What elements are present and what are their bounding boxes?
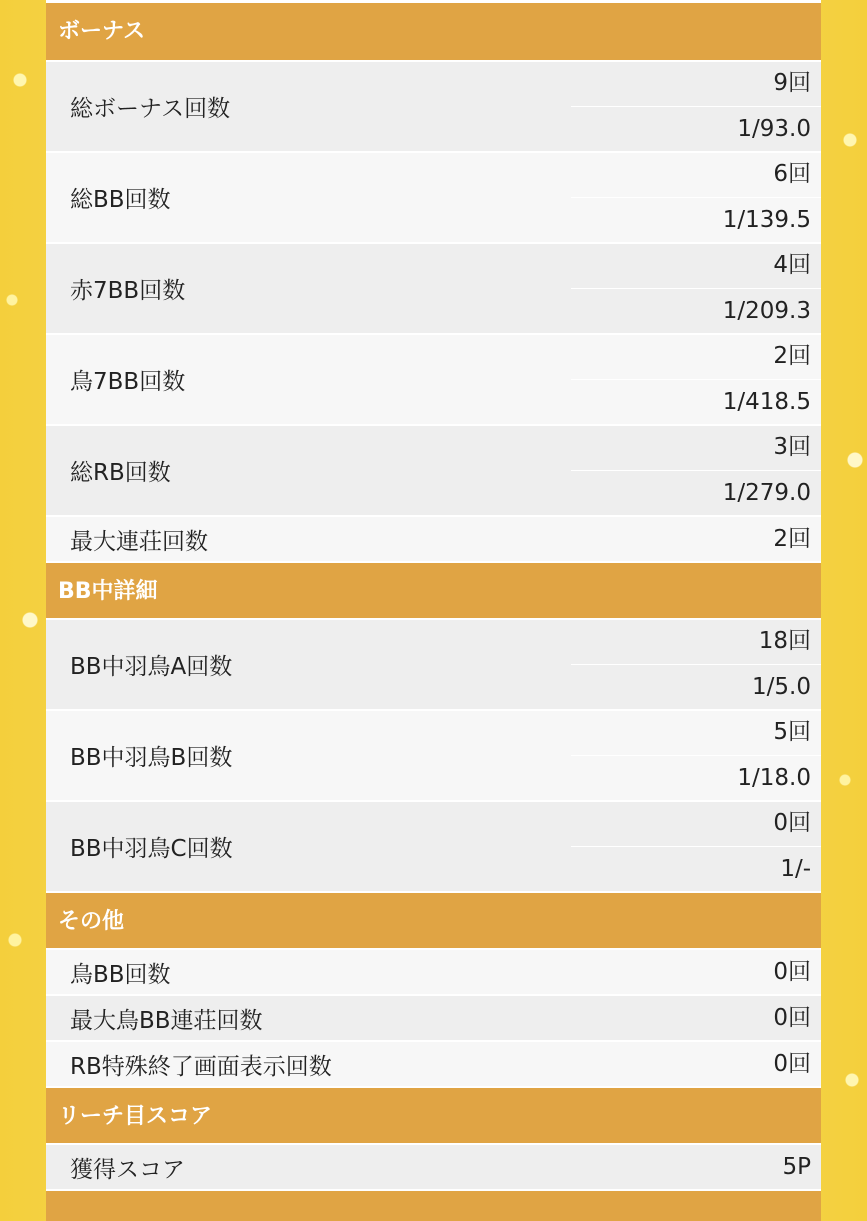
count-value: 2回 [773,525,811,552]
count-value: 5P [782,1153,811,1180]
row-red7-bb [46,242,821,333]
count-value: 0回 [773,1050,811,1077]
row-label: 総RB回数 [70,460,171,486]
count-value: 5回 [571,710,821,756]
row-label: 赤7BB回数 [70,278,186,304]
count-value: 0回 [773,958,811,985]
count-value: 6回 [571,152,821,198]
row-total-bonus [46,60,821,151]
row-max-bird-bb-streak [46,994,821,1040]
row-label: BB中羽鳥C回数 [70,836,233,862]
rate-value: 1/209.3 [722,298,811,324]
next-section-header [46,1189,821,1221]
row-bb-hatori-b [46,709,821,800]
rate-value: 1/93.0 [737,116,811,142]
row-label: RB特殊終了画面表示回数 [70,1053,332,1080]
row-max-streak [46,515,821,561]
row-label: 鳥7BB回数 [70,369,186,395]
row-label: 総ボーナス回数 [70,96,231,122]
count-value: 3回 [571,425,821,471]
rate-value: 1/- [780,856,811,882]
row-bird-bb [46,948,821,994]
row-label: 鳥BB回数 [70,961,171,988]
count-value: 2回 [571,334,821,380]
count-value: 18回 [571,619,821,665]
section-header-bonus: ボーナス [46,3,821,60]
row-bird7-bb [46,333,821,424]
row-label: 最大鳥BB連荘回数 [70,1007,263,1034]
row-bb-hatori-c [46,800,821,891]
row-label: 最大連荘回数 [70,528,208,555]
rate-value: 1/279.0 [722,480,811,506]
count-value: 0回 [571,801,821,847]
row-bb-hatori-a [46,618,821,709]
row-total-bb [46,151,821,242]
row-acquired-score [46,1143,821,1189]
count-value: 9回 [571,61,821,107]
row-label: BB中羽鳥A回数 [70,654,233,680]
stats-panel [46,0,821,1200]
row-total-rb [46,424,821,515]
rate-value: 1/139.5 [722,207,811,233]
row-label: 総BB回数 [70,187,171,213]
rate-value: 1/18.0 [737,765,811,791]
section-header-other: その他 [46,891,821,948]
row-label: 獲得スコア [70,1156,185,1183]
count-value: 0回 [773,1004,811,1031]
rate-value: 1/418.5 [722,389,811,415]
section-header-bb-detail: BB中詳細 [46,561,821,618]
rate-value: 1/5.0 [752,674,811,700]
row-label: BB中羽鳥B回数 [70,745,233,771]
section-header-reach-score: リーチ目スコア [46,1086,821,1143]
count-value: 4回 [571,243,821,289]
row-rb-special-end [46,1040,821,1086]
